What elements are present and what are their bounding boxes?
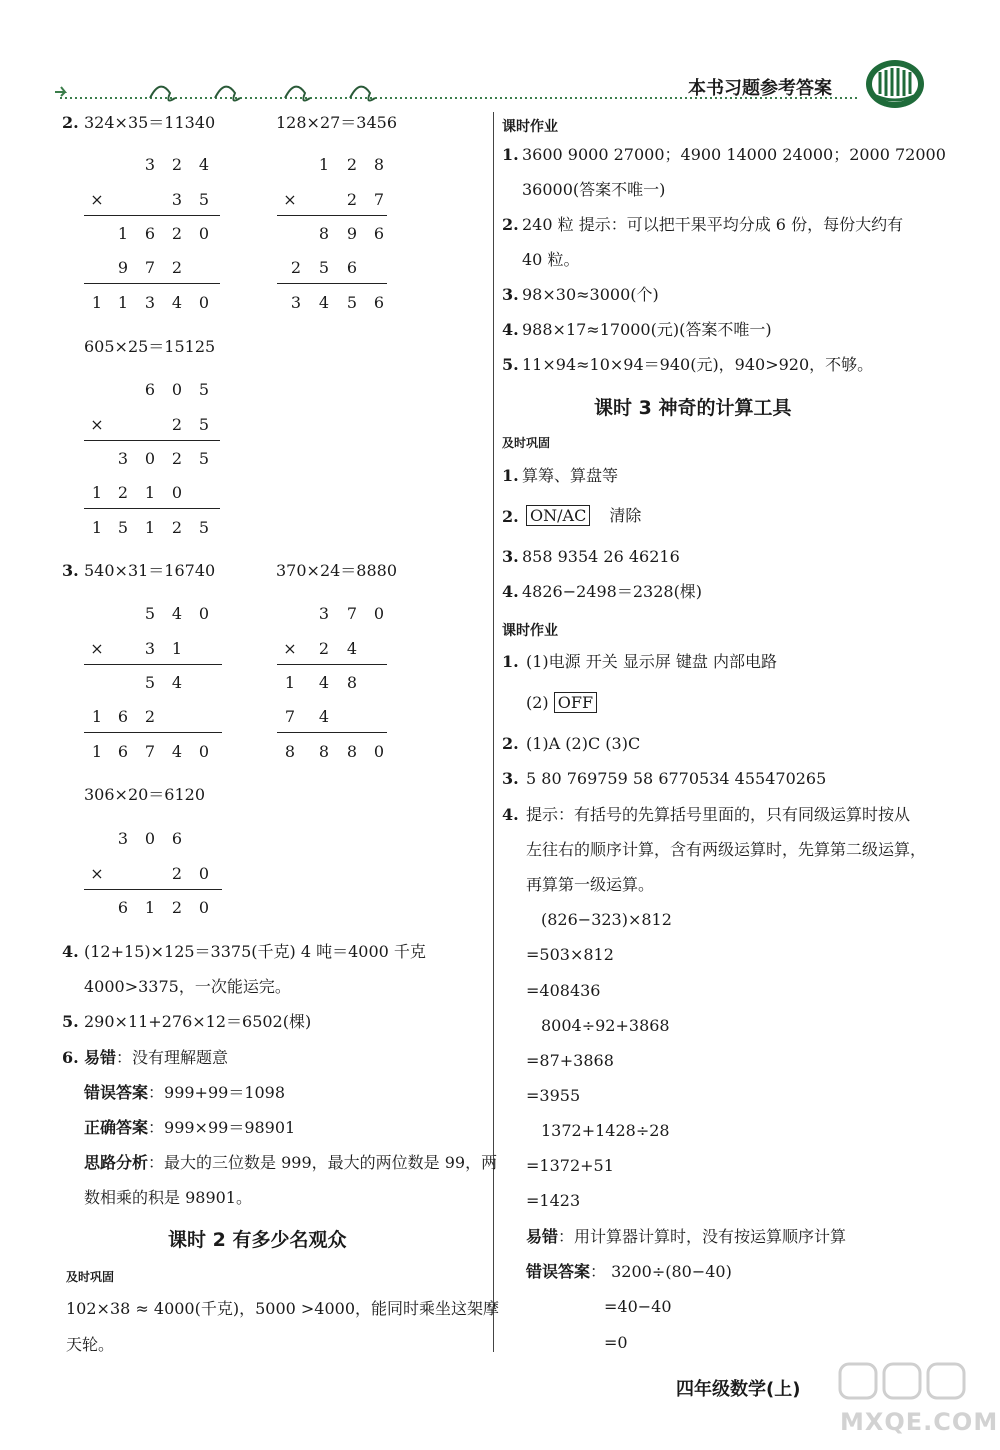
q3-equation-2: 370×24＝8880	[276, 561, 398, 580]
calc-step: (826−323)×812	[541, 910, 672, 929]
hw1-a1-number: 1.	[502, 145, 519, 164]
calc-step: 8004÷92+3868	[541, 1016, 670, 1035]
q4-line-1: (12+15)×125＝3375(千克) 4 吨＝4000 千克	[84, 942, 426, 961]
q5-number: 5.	[62, 1012, 79, 1031]
hw1-a2-number: 2.	[502, 215, 519, 234]
hw1-a5: 11×94≈10×94＝940(元)，940>920，不够。	[522, 355, 874, 374]
q2-equation-1: 324×35＝11340	[84, 113, 216, 132]
hw2-c3-number: 3.	[502, 769, 519, 788]
hw2-label: 课时作业	[502, 623, 558, 639]
hw2-wrong-step-2: =40−40	[604, 1297, 672, 1316]
hw1-a3-number: 3.	[502, 285, 519, 304]
hw2-wrong-answer: 错误答案： 3200÷(80−40)	[526, 1262, 732, 1281]
lesson2-subheading: 及时巩固	[66, 1270, 115, 1284]
lesson3-b1: 算筹、算盘等	[522, 466, 619, 485]
book-logo-icon	[864, 58, 926, 110]
q3-number: 3.	[62, 561, 79, 580]
q2-equation-2: 128×27＝3456	[276, 113, 398, 132]
lesson3-b4: 4826−2498＝2328(棵)	[522, 582, 703, 601]
q6-right-answer: 正确答案：999×99＝98901	[84, 1118, 296, 1137]
lesson3-b2: ON/AC 清除	[526, 506, 641, 526]
hw2-c4-line-1: 提示：有括号的先算括号里面的，只有同级运算时按从	[526, 805, 911, 824]
hw2-c1-number: 1.	[502, 652, 519, 671]
header-title: 本书习题参考答案	[688, 78, 832, 99]
q3-equation-3: 306×20＝6120	[84, 785, 206, 804]
hw2-c4-line-3: 再算第一级运算。	[526, 875, 655, 894]
lesson3-subheading: 及时巩固	[502, 436, 551, 450]
hw2-c1: (1)电源 开关 显示屏 键盘 内部电路	[526, 652, 778, 671]
hw2-c4-line-2: 左往右的顺序计算，含有两级运算时，先算第二级运算，	[526, 840, 927, 859]
q4-number: 4.	[62, 942, 79, 961]
q3-equation-1: 540×31＝16740	[84, 561, 216, 580]
calc-step: =3955	[526, 1086, 581, 1105]
calc-step: =87+3868	[526, 1051, 614, 1070]
q4-line-2: 4000>3375，一次能运完。	[84, 977, 291, 996]
hw1-a4: 988×17≈17000(元)(答案不唯一)	[522, 320, 772, 339]
hw2-wrong-step-3: =0	[604, 1333, 628, 1352]
q2-number: 2.	[62, 113, 79, 132]
hw1-a3: 98×30≈3000(个)	[522, 285, 659, 304]
lesson3-b3-number: 3.	[502, 547, 519, 566]
hw1-a2-line-2: 40 粒。	[522, 250, 580, 269]
lesson2-title: 课时 2 有多少名观众	[168, 1229, 347, 1251]
lesson3-b4-number: 4.	[502, 582, 519, 601]
hw1-a1-line-1: 3600 9000 27000；4900 14000 24000；2000 72000	[522, 145, 946, 164]
hw2-c1b: (2) OFF	[526, 693, 597, 713]
q5-line: 290×11+276×12＝6502(棵)	[84, 1012, 312, 1031]
hw2-easy: 易错：用计算器计算时，没有按运算顺序计算	[526, 1227, 847, 1246]
q6-easy: 易错：没有理解题意	[84, 1048, 229, 1067]
hw1-a5-number: 5.	[502, 355, 519, 374]
off-key: OFF	[554, 692, 597, 713]
q6-analysis-2: 数相乘的积是 98901。	[84, 1188, 252, 1207]
hw2-c4-number: 4.	[502, 805, 519, 824]
lesson2-line-1: 102×38 ≈ 4000(千克)，5000 >4000，能同时乘坐这架摩	[66, 1299, 500, 1318]
hw2-c2-number: 2.	[502, 734, 519, 753]
calc-step: =1423	[526, 1191, 581, 1210]
calc-step: =1372+51	[526, 1156, 614, 1175]
q6-number: 6.	[62, 1048, 79, 1067]
watermark-text: MXQE.COM	[840, 1408, 999, 1436]
q6-analysis: 思路分析：最大的三位数是 999，最大的两位数是 99，两	[84, 1153, 498, 1172]
hw1-a2-line-1: 240 粒 提示：可以把干果平均分成 6 份，每份大约有	[522, 215, 904, 234]
hw2-c2: (1)A (2)C (3)C	[526, 734, 641, 753]
lesson2-line-2: 天轮。	[66, 1335, 115, 1354]
lesson3-b1-number: 1.	[502, 466, 519, 485]
hw2-c3: 5 80 769759 58 6770534 455470265	[526, 769, 827, 788]
footer-grade: 四年级数学(上)	[676, 1379, 801, 1400]
q2-equation-3: 605×25＝15125	[84, 337, 216, 356]
lesson3-b2-number: 2.	[502, 507, 519, 526]
lesson3-b3: 858 9354 26 46216	[522, 547, 680, 566]
calc-step: =408436	[526, 981, 601, 1000]
hw1-a4-number: 4.	[502, 320, 519, 339]
calc-step: 1372+1428÷28	[541, 1121, 670, 1140]
lesson3-title: 课时 3 神奇的计算工具	[594, 397, 792, 419]
q6-wrong-answer: 错误答案：999+99＝1098	[84, 1083, 286, 1102]
hw1-label: 课时作业	[502, 119, 558, 135]
hw1-a1-line-2: 36000(答案不唯一)	[522, 180, 666, 199]
on-ac-key: ON/AC	[526, 505, 590, 526]
calc-step: =503×812	[526, 945, 614, 964]
